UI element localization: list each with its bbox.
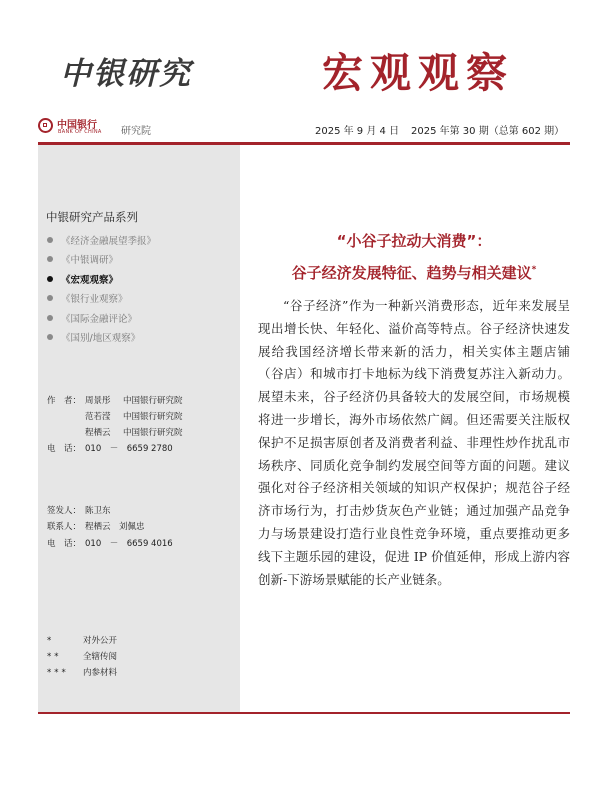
bullet-icon — [47, 315, 53, 321]
classification-legend-item: * 对外公开 — [47, 636, 118, 646]
classification-legend-item: ** 全辖传阅 — [47, 652, 118, 662]
contact-line: 联系人： 程栖云 刘佩忠 — [47, 522, 145, 532]
signer-line: 签发人： 陈卫东 — [47, 506, 111, 516]
series-heading: 中银研究产品系列 — [46, 210, 138, 224]
bullet-icon — [47, 276, 53, 282]
classification-legend-item: *** 内参材料 — [47, 668, 118, 678]
institute-label: 研究院 — [121, 126, 151, 137]
series-item: 《国别/地区观察》 — [47, 330, 140, 344]
bullet-icon — [47, 256, 53, 262]
logo-english-name: BANK OF CHINA — [58, 129, 102, 135]
article-summary: “谷子经济”作为一种新兴消费形态，近年来发展呈现出增长快、年轻化、溢价高等特点。谷子经济快速发展给我国经济增长带来新的活力，相关实体主题店铺（谷店）和城市打卡地标为线下消费复苏注入新动力。展望未来，谷子经济仍具备较大的发展空间，市场规模将进一步增长，海外市场依然广阔。但还需要关注版权保护不足损害原创者及消费者利益、非理性炒作扰乱市场秩序、同质化竞争制约发展空间等方面的问题。建议强化对谷子经济相关领域的知识产权保护；规范谷子经济市场行为，打击炒货灰色产业链；通过加强产品竞争力与场景建设打造行业良性竞争环境，重点要推动更多线下主题乐园的建设，促进 IP 价值延伸，形成上游内容创新-下游场景赋能的长产业链条。 — [258, 298, 570, 587]
author-phone: 电 话： 010 － 6659 2780 — [47, 444, 173, 454]
contact-phone: 电 话： 010 － 6659 4016 — [47, 539, 173, 549]
footnote-marker: * — [531, 265, 537, 275]
issue-number: 2025 年第 30 期（总第 602 期） — [411, 126, 565, 137]
report-title: 宏观观察 — [322, 49, 514, 97]
bullet-icon — [47, 334, 53, 340]
logo-chinese-name: 中国银行 — [57, 120, 97, 131]
author-line: 程栖云 中国银行研究院 — [85, 428, 183, 438]
series-item: 《国际金融评论》 — [47, 311, 137, 325]
series-item-active: 《宏观观察》 — [47, 272, 118, 286]
series-item: 《中银调研》 — [47, 252, 118, 266]
brand-calligraphy-logo: 中银研究 — [60, 56, 192, 92]
author-line: 作 者： 周景彤 中国银行研究院 — [47, 396, 183, 406]
bank-of-china-logo — [38, 115, 128, 139]
author-line: 范若滢 中国银行研究院 — [85, 412, 183, 422]
series-item: 《银行业观察》 — [47, 291, 128, 305]
issue-date: 2025 年 9 月 4 日 — [315, 126, 400, 137]
article-title-line2: 谷子经济发展特征、趋势与相关建议* — [291, 264, 537, 282]
bullet-icon — [47, 295, 53, 301]
bottom-divider — [38, 712, 570, 714]
article-title-line1: “小谷子拉动大消费”： — [336, 232, 492, 250]
series-item: 《经济金融展望季报》 — [47, 233, 156, 247]
bullet-icon — [47, 237, 53, 243]
boc-emblem-icon — [38, 118, 53, 133]
